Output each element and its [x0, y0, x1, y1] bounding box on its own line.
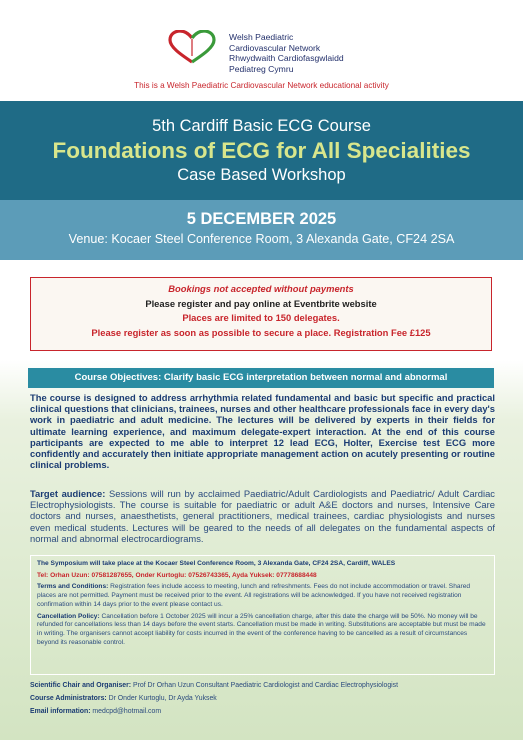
chair-text: Prof Dr Orhan Uzun Consultant Paediatric Cardiologist and Cardiac Electrophysiologist: [131, 682, 399, 689]
cancellation-policy: [37, 613, 488, 648]
date-band: [0, 200, 523, 260]
booking-limit: Places are limited to 150 delegates.: [182, 312, 340, 324]
organisation-name: [229, 32, 344, 74]
booking-instruction: Please register and pay online at Eventbrite website: [145, 297, 377, 309]
course-title: Foundations of ECG for All Specialities: [52, 138, 471, 163]
booking-fee: Please register as soon as possible to secure a place. Registration Fee £125: [91, 326, 431, 338]
terms-text: Registration fees include access to meeting, lunch and refreshments. Fees do not include accommodation or travel. Shared places are not permitted. Payment must be received prior to the event. All registrations will be acknowledged. If you have not received registration confirmation within 14 days prior to the event please contact us.: [37, 583, 471, 608]
telephone-contacts: Tel: Orhan Uzun: 07581287655, Onder Kurtoglu: 07526743365, Ayda Yuksek: 07778688448: [37, 571, 317, 579]
terms-and-conditions: [37, 583, 488, 609]
email-label: Email information:: [30, 708, 91, 715]
course-description: The course is designed to address arrhythmia related fundamental and basic but specific and practical clinical questions that clinicians, trainees, nurses and other healthcare professionals face in every day's work in paediatric and adult medicine. The lectures will be delivered by experts in their fields for ultimate learning experience, and maximum delegate-expert interaction. At the end of this course participants are expected to me able to interpret 12 lead ECG, Holter, Exercise test ECG more confidently and accurately then initiate appropriate management action on acutely presenting or routine clinical problems.: [30, 392, 495, 471]
cancellation-text: Cancellation before 1 October 2025 will incur a 25% cancellation charge, after this date the charge will be 50%. No money will be refunded for cancellations less than 14 days before the event starts. Cancellation must be made in writing. Substitutions are acceptable but must be made in writing. The organisers cannot accept liability for costs incurred in the event of the conference having to be cancelled as a result of circumstances beyond its reasonable control.: [37, 612, 486, 646]
event-venue: Venue: Kocaer Steel Conference Room, 3 Alexanda Gate, CF24 2SA: [68, 232, 455, 246]
target-audience-label: Target audience:: [30, 488, 106, 499]
admin-label: Course Administrators:: [30, 695, 107, 702]
org-line: Pediatreg Cymru: [229, 63, 294, 74]
admin-text: Dr Onder Kurtoglu, Dr Ayda Yuksek: [106, 695, 217, 702]
venue-details: The Symposium will take place at the Kocaer Steel Conference Room, 3 Alexanda Gate, CF24 2SA, Cardiff, WALES: [37, 560, 396, 567]
cancellation-label: Cancellation Policy:: [37, 612, 100, 620]
chair-label: Scientific Chair and Organiser:: [30, 682, 132, 689]
target-audience-text: Sessions will run by acclaimed Paediatric/Adult Cardiologists and Paediatric/ Adult Cardiac Electrophysiologists. The course is suitable for paediatric or adult A&E doctors and nurses, Intensive Care doctors and nurses, anaesthetists, general practitioners, medical trainees, cardiac physiologists and nurses even medical students. Lectures will be geared to the needs of all delegates on the fundamental aspects of normal and abnormal electrocardiograms.: [30, 488, 495, 544]
org-line: Cardiovascular Network: [229, 42, 321, 53]
tagline: This is a Welsh Paediatric Cardiovascular Network educational activity: [134, 81, 389, 90]
email-link[interactable]: medcpd@hotmail.com: [90, 708, 162, 715]
booking-warning: Bookings not accepted without payments: [168, 283, 354, 294]
target-audience: [30, 488, 495, 544]
terms-label: Terms and Conditions:: [37, 583, 109, 591]
course-subtitle: Case Based Workshop: [177, 166, 346, 184]
booking-box: [30, 277, 492, 351]
info-box: [30, 555, 495, 675]
course-edition: 5th Cardiff Basic ECG Course: [152, 117, 371, 135]
course-administrators: [30, 695, 495, 702]
org-line: Welsh Paediatric: [229, 32, 294, 42]
event-date: 5 DECEMBER 2025: [186, 210, 337, 228]
objectives-heading: Course Objectives: Clarify basic ECG interpretation between normal and abnormal: [28, 368, 494, 388]
org-line: Rhwydwaith Cardiofasgwlaidd: [229, 53, 344, 64]
scientific-chair: [30, 682, 495, 689]
network-heart-logo: [166, 30, 218, 64]
email-information: [30, 708, 495, 715]
